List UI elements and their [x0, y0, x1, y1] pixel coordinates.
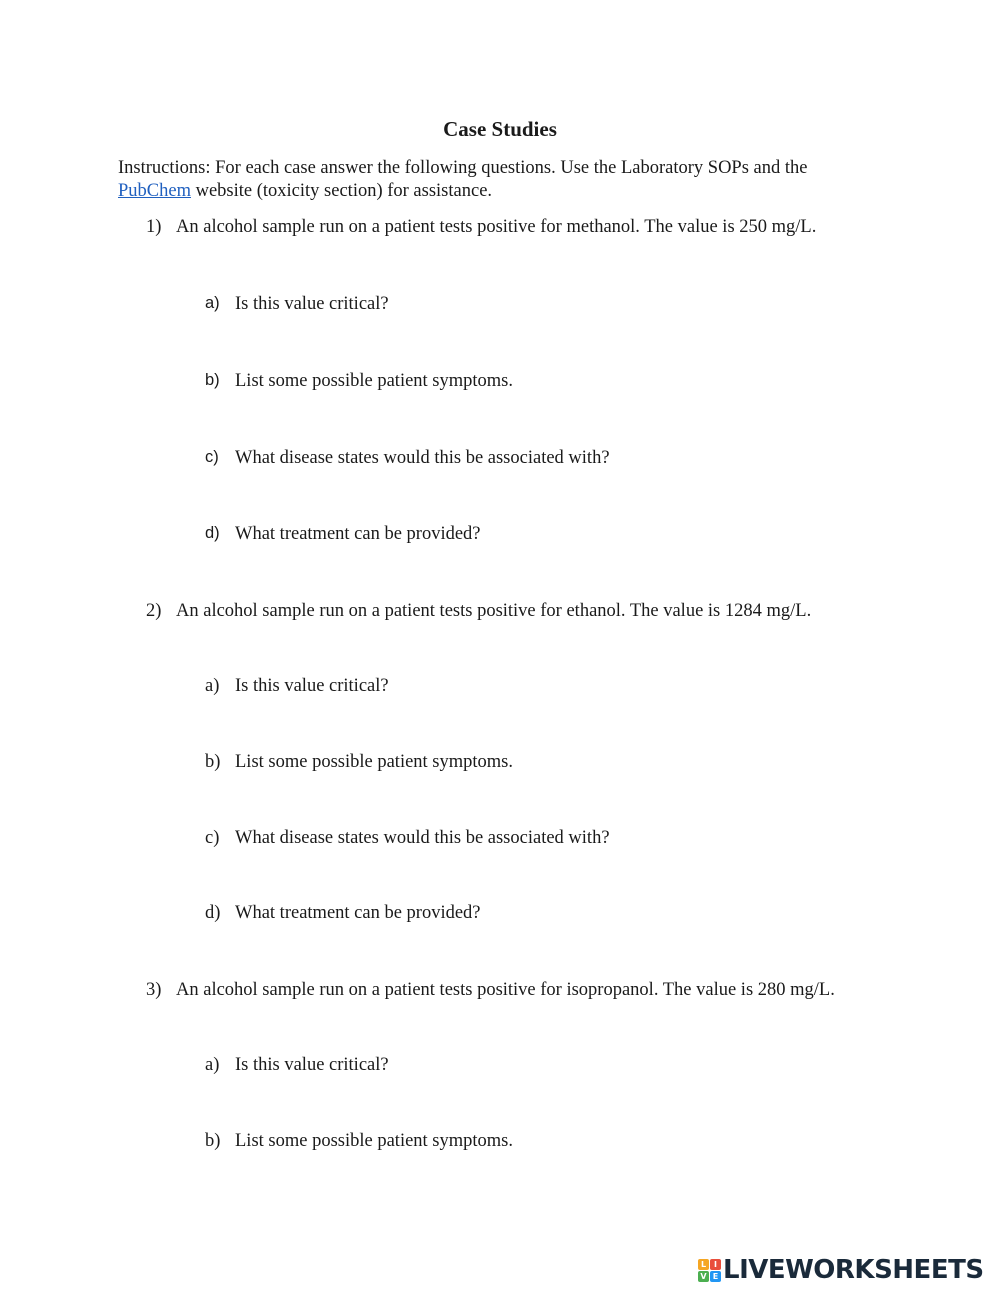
- instructions: [118, 157, 898, 203]
- question-number: 1): [146, 217, 162, 237]
- subquestion-letter: d): [205, 903, 221, 923]
- subquestion-letter: a): [205, 294, 220, 312]
- page-title: Case Studies: [443, 117, 557, 141]
- subquestion-letter: a): [205, 676, 220, 696]
- subquestion-text: Is this value critical?: [235, 294, 389, 314]
- subquestion-text: Is this value critical?: [235, 676, 389, 696]
- subquestion-text: List some possible patient symptoms.: [235, 752, 514, 772]
- subquestion-letter: b): [205, 371, 220, 389]
- instructions-text: Instructions: For each case answer the following questions. Use the Laboratory SOPs and the: [118, 158, 808, 178]
- logo-text: LIVEWORKSHEETS: [723, 1255, 984, 1285]
- subquestion-text: What treatment can be provided?: [235, 903, 481, 923]
- subquestion-letter: b): [205, 752, 221, 772]
- subquestion-text: Is this value critical?: [235, 1055, 389, 1075]
- subquestion-letter: c): [205, 448, 219, 466]
- question-text: An alcohol sample run on a patient tests positive for methanol. The value is 250 mg/L.: [176, 217, 817, 237]
- subquestion-text: What disease states would this be associated with?: [235, 828, 610, 848]
- subquestion-text: What treatment can be provided?: [235, 524, 481, 544]
- logo-mark-cell: V: [698, 1271, 709, 1282]
- logo-mark-icon: [698, 1259, 721, 1282]
- logo-mark-cell: L: [698, 1259, 709, 1270]
- subquestion-letter: b): [205, 1131, 221, 1151]
- subquestion-text: What disease states would this be associated with?: [235, 448, 610, 468]
- pubchem-link[interactable]: PubChem: [118, 181, 191, 201]
- question-number: 3): [146, 980, 162, 1000]
- question-text: An alcohol sample run on a patient tests positive for ethanol. The value is 1284 mg/L.: [176, 601, 812, 621]
- subquestion-letter: c): [205, 828, 220, 848]
- subquestion-letter: a): [205, 1055, 220, 1075]
- liveworksheets-logo: [698, 1256, 984, 1284]
- subquestion-letter: d): [205, 524, 220, 542]
- logo-mark-cell: I: [710, 1259, 721, 1270]
- logo-mark-cell: E: [710, 1271, 721, 1282]
- subquestion-text: List some possible patient symptoms.: [235, 371, 514, 391]
- instructions-text-end: website (toxicity section) for assistance.: [190, 181, 493, 201]
- question-text: An alcohol sample run on a patient tests positive for isopropanol. The value is 280 mg/L.: [176, 980, 835, 1000]
- question-number: 2): [146, 601, 162, 621]
- subquestion-text: List some possible patient symptoms.: [235, 1131, 514, 1151]
